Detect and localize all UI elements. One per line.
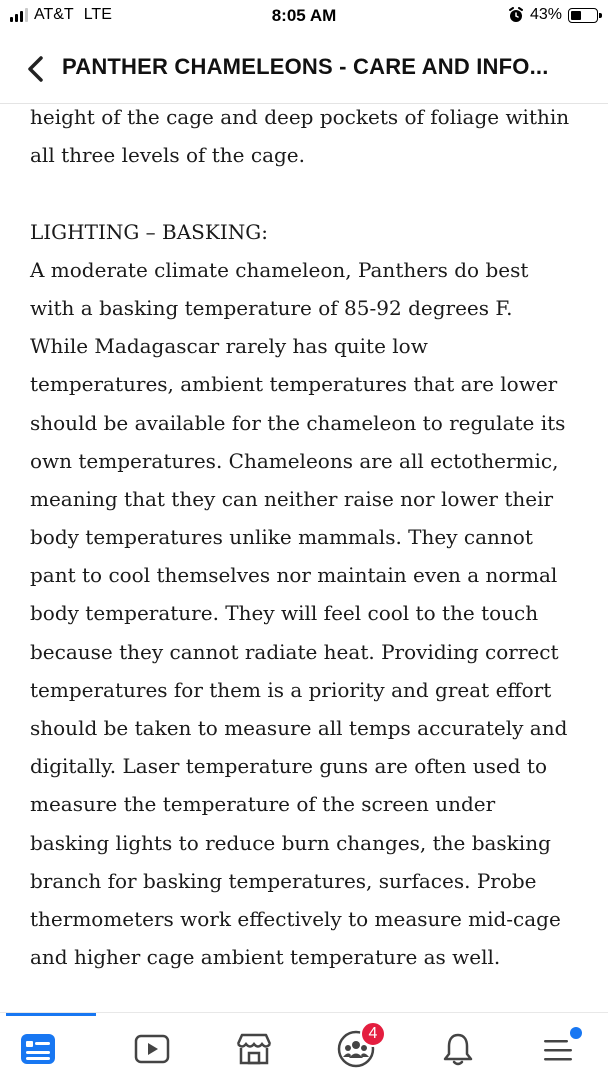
groups-badge: 4 — [360, 1021, 386, 1047]
article-line: basking lights to reduce burn changes, the basking — [30, 830, 551, 855]
tab-marketplace[interactable] — [232, 1027, 276, 1071]
status-bar — [0, 0, 608, 34]
article-line: LIGHTING – BASKING: — [30, 219, 268, 244]
menu-icon — [540, 1032, 576, 1066]
article-line: body temperatures unlike mammals. They cannot — [30, 525, 533, 550]
marketplace-icon — [234, 1032, 274, 1066]
article-line: temperatures for them is a priority and great effort — [30, 677, 552, 702]
paragraph-spacer — [30, 174, 586, 212]
tab-news-feed[interactable] — [16, 1027, 60, 1071]
alarm-icon — [508, 7, 524, 23]
battery-percent: 43% — [529, 6, 562, 23]
article-line: digitally. Laser temperature guns are often used to — [30, 754, 548, 779]
article-line: temperatures, ambient temperatures that are lower — [30, 372, 558, 397]
article-line: should be taken to measure all temps accurately and — [30, 716, 568, 740]
article-line: should be available for the chameleon to regulate its — [30, 410, 566, 435]
active-tab-indicator — [6, 1013, 96, 1016]
tab-bar — [0, 1012, 608, 1080]
battery-icon — [568, 8, 598, 23]
page-title: PANTHER CHAMELEONS - CARE AND INFO... — [62, 54, 549, 79]
notifications-icon — [441, 1031, 475, 1067]
article-body — [30, 98, 586, 976]
carrier-name: AT&T — [34, 6, 74, 23]
tab-notifications[interactable] — [436, 1027, 480, 1071]
tab-menu[interactable] — [536, 1027, 580, 1071]
menu-notification-dot — [570, 1027, 582, 1039]
status-time: 8:05 AM — [271, 6, 337, 25]
article-line: because they cannot radiate heat. Providing correct — [30, 639, 559, 664]
watch-icon — [134, 1033, 170, 1065]
article-line: with a basking temperature of 85-92 degrees F. — [30, 295, 513, 320]
article-line: and higher cage ambient temperature as well. — [30, 945, 501, 970]
article-line: body temperature. They will feel cool to the touch — [30, 601, 539, 626]
article-line: height of the cage and deep pockets of foliage within — [30, 105, 570, 129]
chevron-left-icon — [25, 55, 45, 83]
article-line: While Madagascar rarely has quite low — [30, 334, 428, 359]
status-right — [508, 6, 598, 24]
news-feed-icon — [20, 1033, 56, 1065]
tab-watch[interactable] — [130, 1027, 174, 1071]
tab-groups[interactable] — [334, 1027, 378, 1071]
back-button[interactable] — [20, 54, 50, 84]
article-line: branch for basking temperatures, surfaces. Probe — [30, 868, 537, 893]
article-line: meaning that they can neither raise nor lower their — [30, 486, 554, 511]
network-type: LTE — [83, 6, 112, 23]
nav-bar — [0, 36, 608, 104]
article-line: pant to cool themselves nor maintain even a normal — [30, 563, 558, 588]
article-line: measure the temperature of the screen under — [30, 792, 496, 817]
article-line: own temperatures. Chameleons are all ectothermic, — [30, 448, 559, 473]
article-line: thermometers work effectively to measure mid-cage — [30, 906, 561, 931]
article-line: A moderate climate chameleon, Panthers do best — [30, 257, 529, 282]
article-line: all three levels of the cage. — [30, 143, 305, 168]
